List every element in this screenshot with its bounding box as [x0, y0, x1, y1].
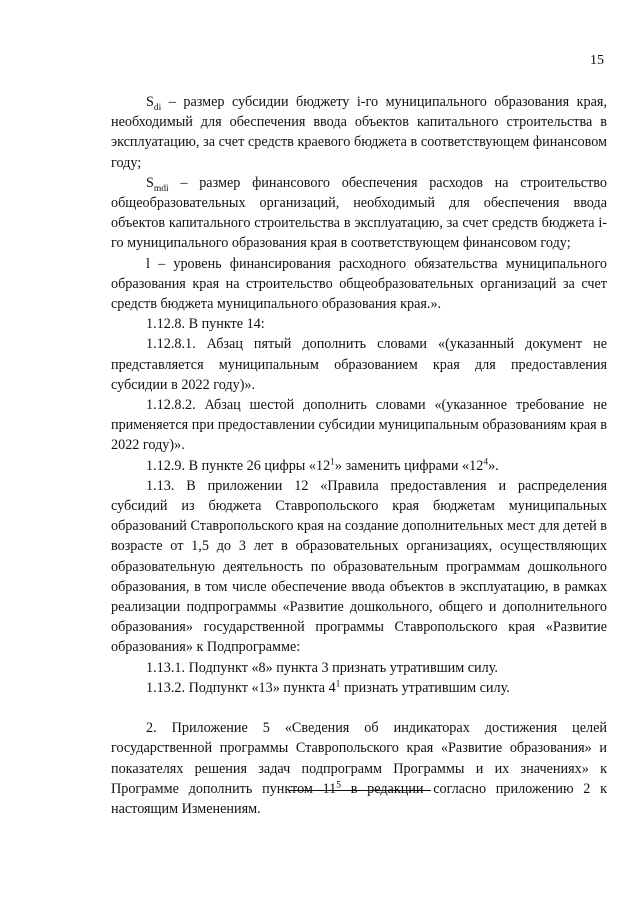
subscript-mdi: mdi — [153, 183, 169, 194]
paragraph-text: 1.12.9. В пункте 26 цифры «12 — [146, 457, 331, 474]
paragraph-1-12-8-1: 1.12.8.1. Абзац пятый дополнить словами «(указанный документ не представляется муниципальным образованием края для предоставления субсидии в 2022 году)». — [111, 336, 607, 393]
paragraph-1-12-8: 1.12.8. В пункте 14: — [146, 316, 265, 333]
superscript: 1 — [330, 456, 335, 467]
paragraph-1-12-9 — [111, 456, 607, 476]
closing-rule — [289, 790, 431, 791]
paragraph-text: – размер субсидии бюджету i-го муниципального образования края, необходимый для обеспечения ввода объектов капитального строительства в эксплуатацию, за счет средств краевого бюджета в соответствующем финансовом году; — [111, 94, 607, 171]
superscript: 4 — [483, 456, 489, 467]
paragraph-text: ». — [488, 457, 499, 474]
paragraph-gap — [111, 698, 607, 718]
paragraph-text: – размер финансового обеспечения расходов на строительство общеобразовательных организаций, необходимый для обеспечения ввода объектов капитального строительства в эксплуатацию, за счет средств бюджета i-го муниципального образования края в соответствующем финансовом году; — [111, 174, 607, 252]
document-body — [111, 92, 607, 819]
symbol-s: S — [146, 94, 154, 110]
paragraph-s-di-definition — [111, 92, 607, 173]
subscript-di: di — [153, 102, 162, 113]
paragraph-text: » заменить цифрами «12 — [334, 457, 484, 474]
superscript: 5 — [336, 779, 341, 790]
paragraph-text: 2. Приложение 5 «Сведения об индикаторах достижения целей государственной программы Ставропольского края «Развитие образования» и показателях решения задач подпрограмм Программы и их значениях» к Программе дополнить пунктом 11 — [111, 720, 607, 797]
paragraph-s-mdi-definition — [111, 173, 607, 254]
paragraph-2 — [111, 718, 607, 819]
symbol-s: S — [146, 174, 154, 191]
paragraph-text: признать утратившим силу. — [340, 679, 510, 696]
paragraph-text: в редакции согласно приложению 2 к настоящим Изменениям. — [111, 780, 607, 817]
paragraph-text: 1.13.2. Подпункт «13» пункта 4 — [146, 679, 336, 696]
paragraph-1-13: 1.13. В приложении 12 «Правила предоставления и распределения субсидий из бюджета Ставропольского края бюджетам муниципальных образований Ставропольского края на создание дополнительных мест для детей в возрасте от 1,5 до 3 лет в образовательных организациях, осуществляющих образовательную деятельность по образовательным программам дошкольного образования, в том числе обеспечение ввода объектов в эксплуатацию, в рамках реализации подпрограммы «Развитие дошкольного, общего и дополнительного образования» государственной программы Ставропольского края «Развитие образования» к Подпрограмме: — [111, 477, 607, 656]
superscript: 1 — [335, 679, 341, 690]
paragraph-1-12-8-2: 1.12.8.2. Абзац шестой дополнить словами «(указанное требование не применяется при предоставлении субсидии муниципальным образованиям края в 2022 году)». — [111, 397, 607, 454]
paragraph-1-13-2 — [111, 678, 607, 698]
paragraph-1-13-1: 1.13.1. Подпункт «8» пункта 3 признать утратившим силу. — [146, 659, 498, 676]
page-number: 15 — [590, 53, 604, 68]
paragraph-l-definition: l – уровень финансирования расходного обязательства муниципального образования края на строительство общеобразовательных организаций за счет средств бюджета муниципального образования края.». — [111, 255, 607, 313]
